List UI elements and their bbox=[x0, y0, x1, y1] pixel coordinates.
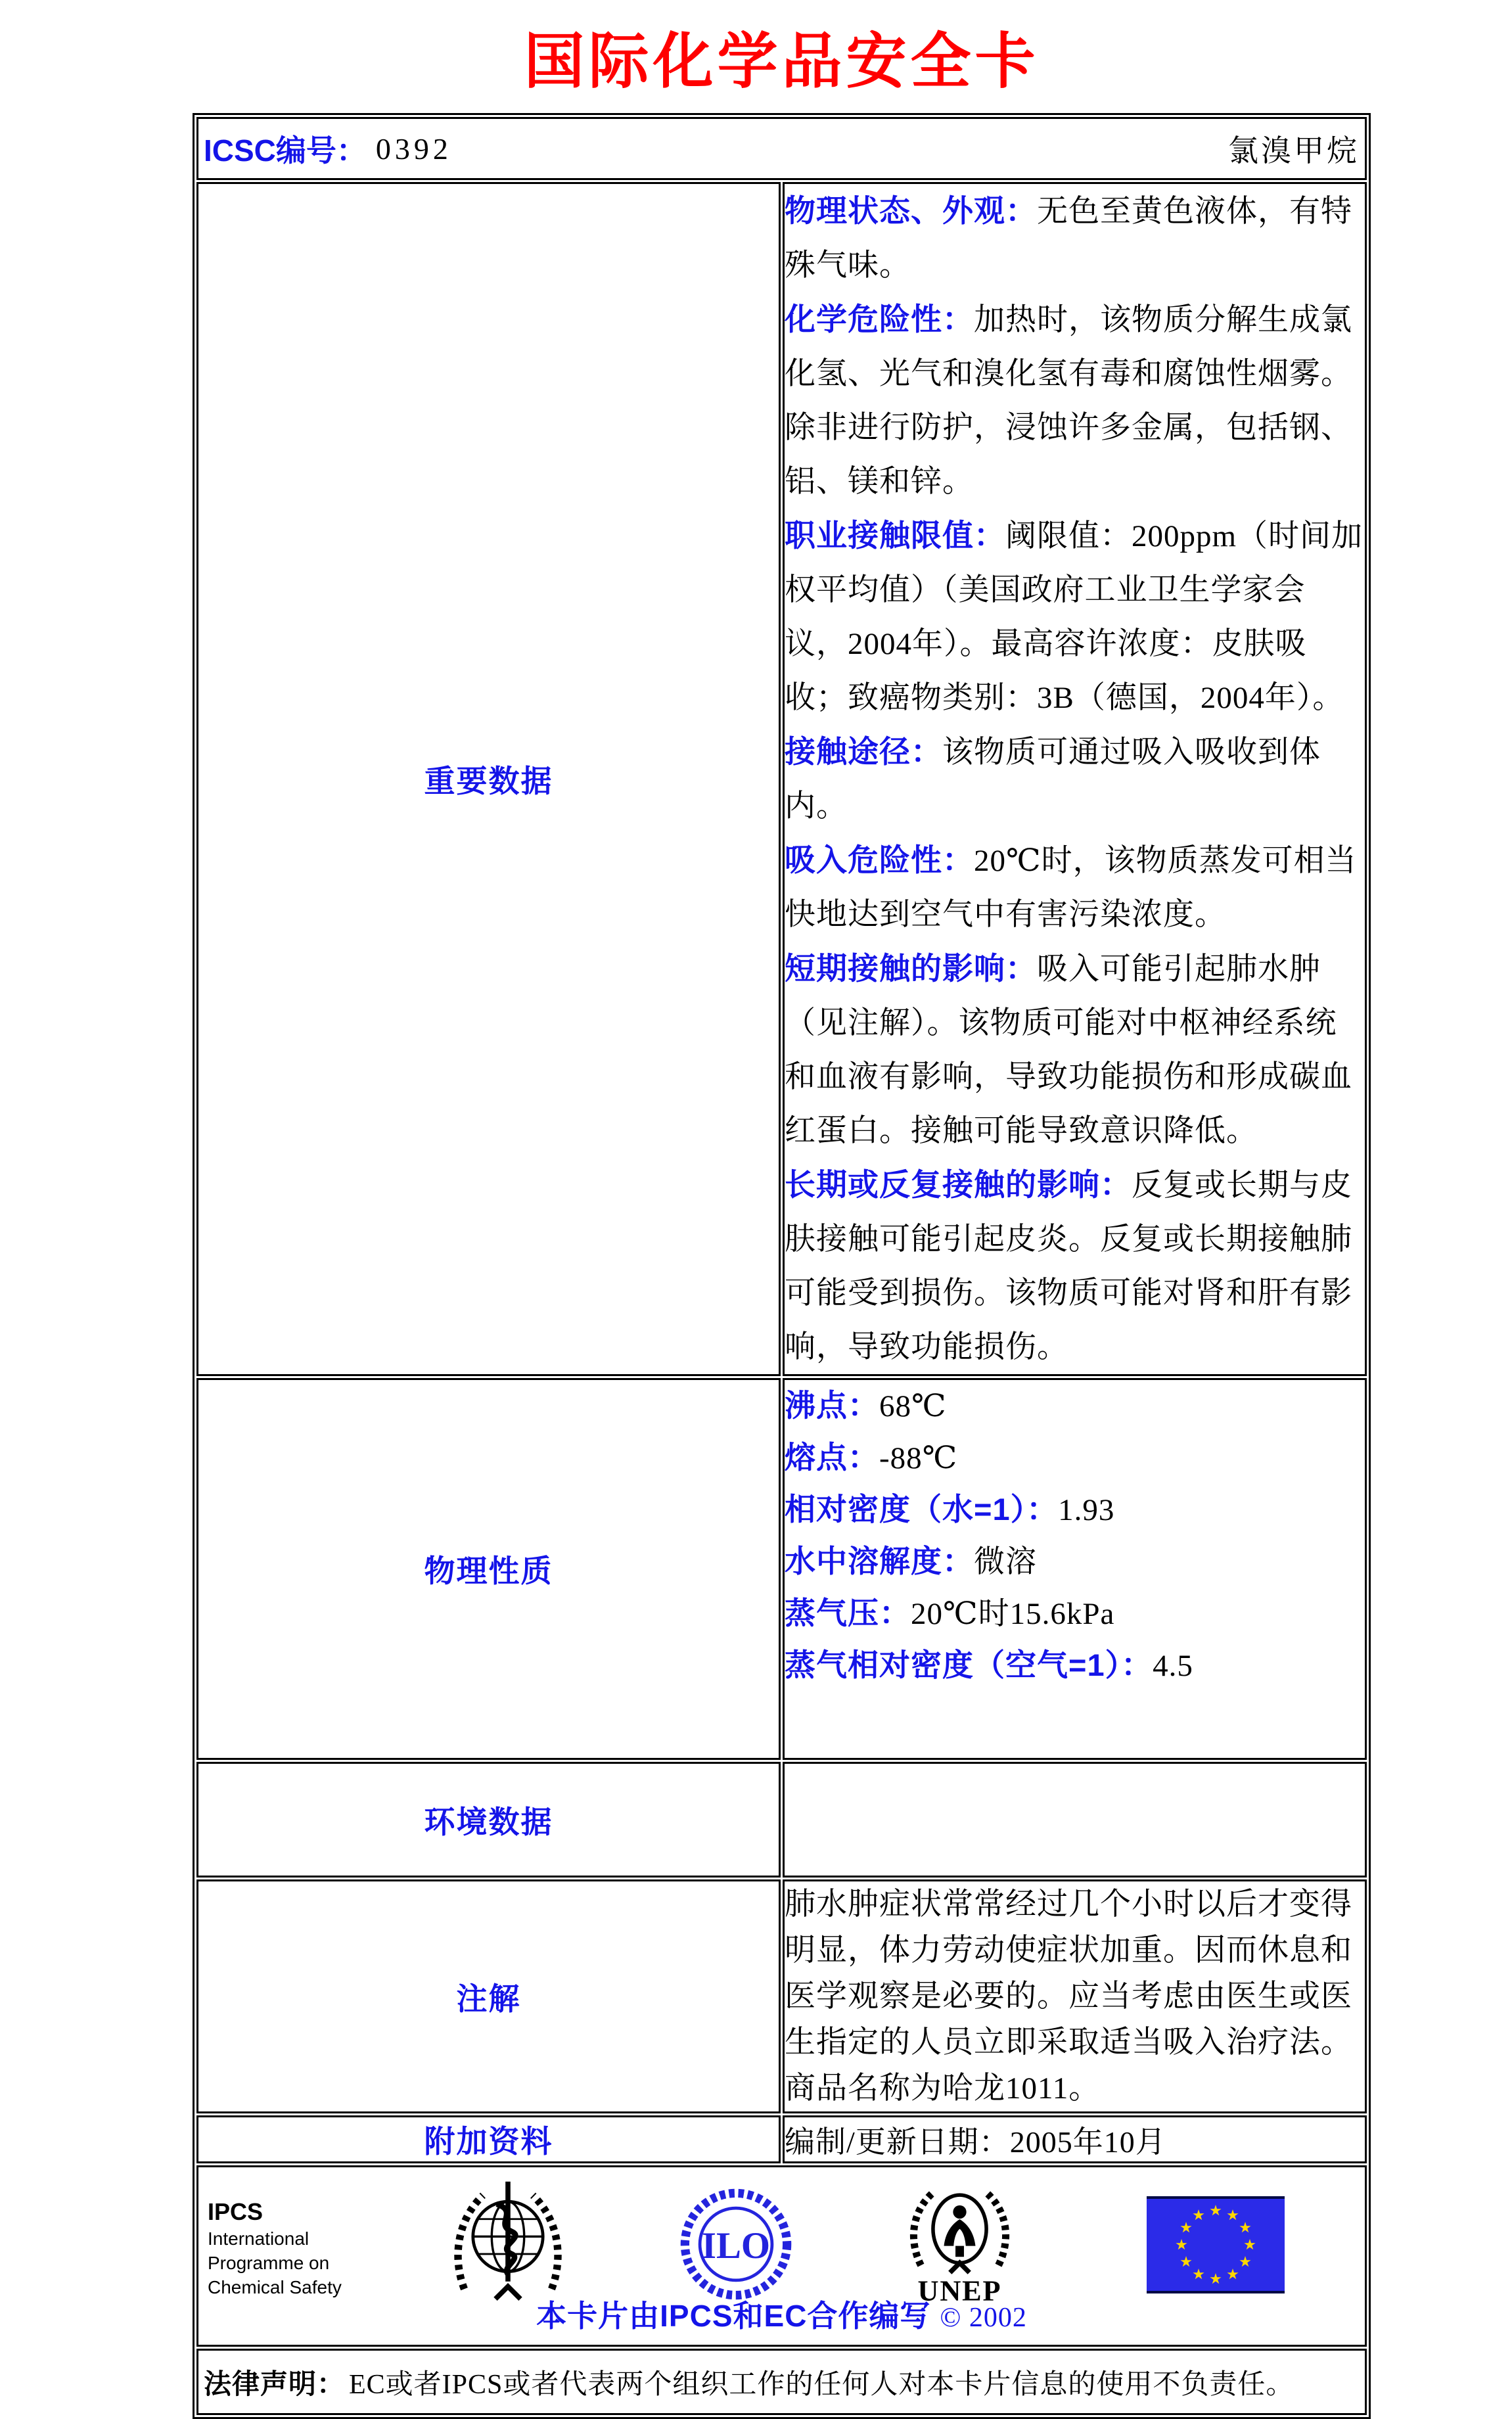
field-occupational-limits: 职业接触限值：阈限值：200ppm（时间加权平均值）（美国政府工业卫生学家会议，2004年）。最高容许浓度：皮肤吸收；致癌物类别：3B（德国，2004年）。 bbox=[785, 518, 1363, 715]
field-vapor-relative-density: 蒸气相对密度（空气=1）：4.5 bbox=[785, 1647, 1193, 1683]
field-melting-point: 熔点：-88℃ bbox=[785, 1440, 958, 1475]
field-chemical-hazard: 化学危险性：加热时，该物质分解生成氯化氢、光气和溴化氢有毒和腐蚀性烟雾。除非进行防护，浸蚀许多金属，包括钢、铝、镁和锌。 bbox=[785, 302, 1352, 499]
field-exposure-routes: 接触途径：该物质可通过吸入吸收到体内。 bbox=[785, 734, 1321, 823]
ilo-logo-icon bbox=[674, 2186, 798, 2306]
ipcs-title: IPCS bbox=[208, 2198, 263, 2225]
icsc-number-value: 0392 bbox=[375, 131, 452, 166]
physical-properties-content bbox=[783, 1378, 1367, 1760]
icsc-header-row bbox=[196, 117, 1367, 180]
caption-text: 本卡片由IPCS和EC合作编写 bbox=[536, 2299, 931, 2333]
field-short-term-effects: 短期接触的影响：吸入可能引起肺水肿（见注解）。该物质可能对中枢神经系统和血液有影响，导致功能损伤和形成碳血红蛋白。接触可能导致意识降低。 bbox=[785, 951, 1352, 1148]
section-label-additional-info: 附加资料 bbox=[196, 2115, 781, 2163]
field-inhalation-risk: 吸入危险性：20℃时，该物质蒸发可相当快地达到空气中有害污染浓度。 bbox=[785, 842, 1357, 932]
field-physical-state: 物理状态、外观：无色至黄色液体，有特殊气味。 bbox=[785, 193, 1352, 283]
legal-notice-row bbox=[196, 2349, 1367, 2415]
chemical-name: 氯溴甲烷 bbox=[1228, 134, 1360, 168]
ilo-letters: ILO bbox=[701, 2224, 771, 2267]
icsc-number-label: ICSC编号： bbox=[204, 133, 367, 168]
footer-caption bbox=[198, 2292, 1365, 2336]
legal-notice-text: EC或者IPCS或者代表两个组织工作的任何人对本卡片信息的使用不负责任。 bbox=[349, 2369, 1294, 2400]
eu-flag-icon bbox=[1147, 2196, 1285, 2297]
section-label-notes: 注解 bbox=[196, 1879, 781, 2113]
page-title: 国际化学品安全卡 bbox=[524, 26, 1040, 97]
important-data-content bbox=[783, 182, 1367, 1376]
icsc-bar bbox=[198, 127, 1365, 170]
ipcs-block bbox=[208, 2198, 405, 2299]
legal-notice-label: 法律声明： bbox=[204, 2368, 346, 2399]
field-water-solubility: 水中溶解度：微溶 bbox=[785, 1544, 1037, 1579]
notes-content: 肺水肿症状常常经过几个小时以后才变得明显，体力劳动使症状加重。因而休息和医学观察是必要的。应当考虑由医生或医生指定的人员立即采取适当吸入治疗法。商品名称为哈龙1011。 bbox=[783, 1879, 1367, 2113]
environmental-data-row bbox=[196, 1762, 1367, 1878]
field-long-term-effects: 长期或反复接触的影响：反复或长期与皮肤接触可能引起皮炎。反复或长期接触肺可能受到损伤。该物质可能对肾和肝有影响，导致功能损伤。 bbox=[785, 1167, 1352, 1364]
field-relative-density: 相对密度（水=1）：1.93 bbox=[785, 1492, 1115, 1527]
ipcs-subtitle-line: Programme on bbox=[208, 2253, 330, 2273]
physical-properties-row bbox=[196, 1378, 1367, 1760]
legal-notice bbox=[198, 2362, 1365, 2402]
additional-info-row bbox=[196, 2115, 1367, 2163]
field-vapor-pressure: 蒸气压：20℃时15.6kPa bbox=[785, 1596, 1115, 1631]
section-label-physical-properties: 物理性质 bbox=[196, 1378, 781, 1760]
field-boiling-point: 沸点：68℃ bbox=[785, 1388, 947, 1423]
unep-logo-icon bbox=[899, 2180, 1020, 2309]
ipcs-subtitle-line: Chemical Safety bbox=[208, 2277, 342, 2297]
additional-info-content: 编制/更新日期：2005年10月 bbox=[783, 2115, 1367, 2163]
environmental-data-content bbox=[783, 1762, 1367, 1878]
safety-card-table bbox=[193, 113, 1371, 2419]
copyright-text: © 2002 bbox=[940, 2303, 1027, 2333]
logos-row bbox=[196, 2165, 1367, 2347]
important-data-row bbox=[196, 182, 1367, 1376]
unep-letters: UNEP bbox=[917, 2274, 1002, 2307]
section-label-environmental-data: 环境数据 bbox=[196, 1762, 781, 1878]
ipcs-subtitle-line: International bbox=[208, 2228, 309, 2249]
notes-row bbox=[196, 1879, 1367, 2113]
section-label-important-data: 重要数据 bbox=[196, 182, 781, 1376]
